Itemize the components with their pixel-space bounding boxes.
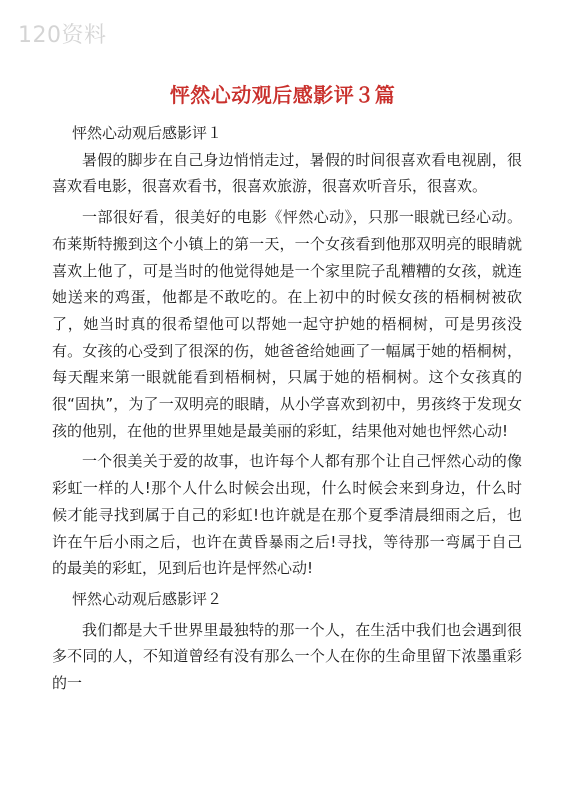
watermark: 120资料	[18, 23, 107, 48]
paragraph: 暑假的脚步在自己身边悄悄走过，暑假的时间很喜欢看电视剧，很喜欢看电影，很喜欢看书，很喜欢旅游，很喜欢听音乐，很喜欢。	[52, 150, 522, 196]
document-title: 怦然心动观后感影评３篇	[169, 83, 396, 108]
paragraph: 一个很美关于爱的故事，也许每个人都有那个让自己怦然心动的像彩虹一样的人!那个人什么时候会出现，什么时候会来到身边，什么时候才能寻找到属于自己的彩虹!也许就是在那个夏季清晨细雨之后，也许在午后小雨之后，也许在黄昏暴雨之后!寻找，等待那一弯属于自己的最美的彩虹，见到后也许是怦然心动!	[52, 452, 522, 578]
section-heading-1: 怦然心动观后感影评１	[72, 124, 223, 142]
paragraph: 我们都是大千世界里最独特的那一个人，在生活中我们也会遇到很多不同的人，不知道曾经有没有那么一个人在你的生命里留下浓墨重彩的一	[52, 620, 522, 693]
paragraph: 一部很好看，很美好的电影《怦然心动》，只那一眼就已经心动。布莱斯特搬到这个小镇上的第一天，一个女孩看到他那双明亮的眼睛就喜欢上他了，可是当时的他觉得她是一个家里院子乱糟糟的女孩，就连她送来的鸡蛋，他都是不敢吃的。在上初中的时候女孩的梧桐树被砍了，她当时真的很希望他可以帮她一起守护她的梧桐树，可是男孩没有。女孩的心受到了很深的伤，她爸爸给她画了一幅属于她的梧桐树，每天醒来第一眼就能看到梧桐树，只属于她的梧桐树。这个女孩真的很“固执”，为了一双明亮的眼睛，从小学喜欢到初中，男孩终于发现女孩的他别，在他的世界里她是最美丽的彩虹，结果他对她也怦然心动!	[52, 208, 522, 440]
document-body	[52, 120, 522, 697]
section-heading-2: 怦然心动观后感影评２	[72, 589, 223, 608]
